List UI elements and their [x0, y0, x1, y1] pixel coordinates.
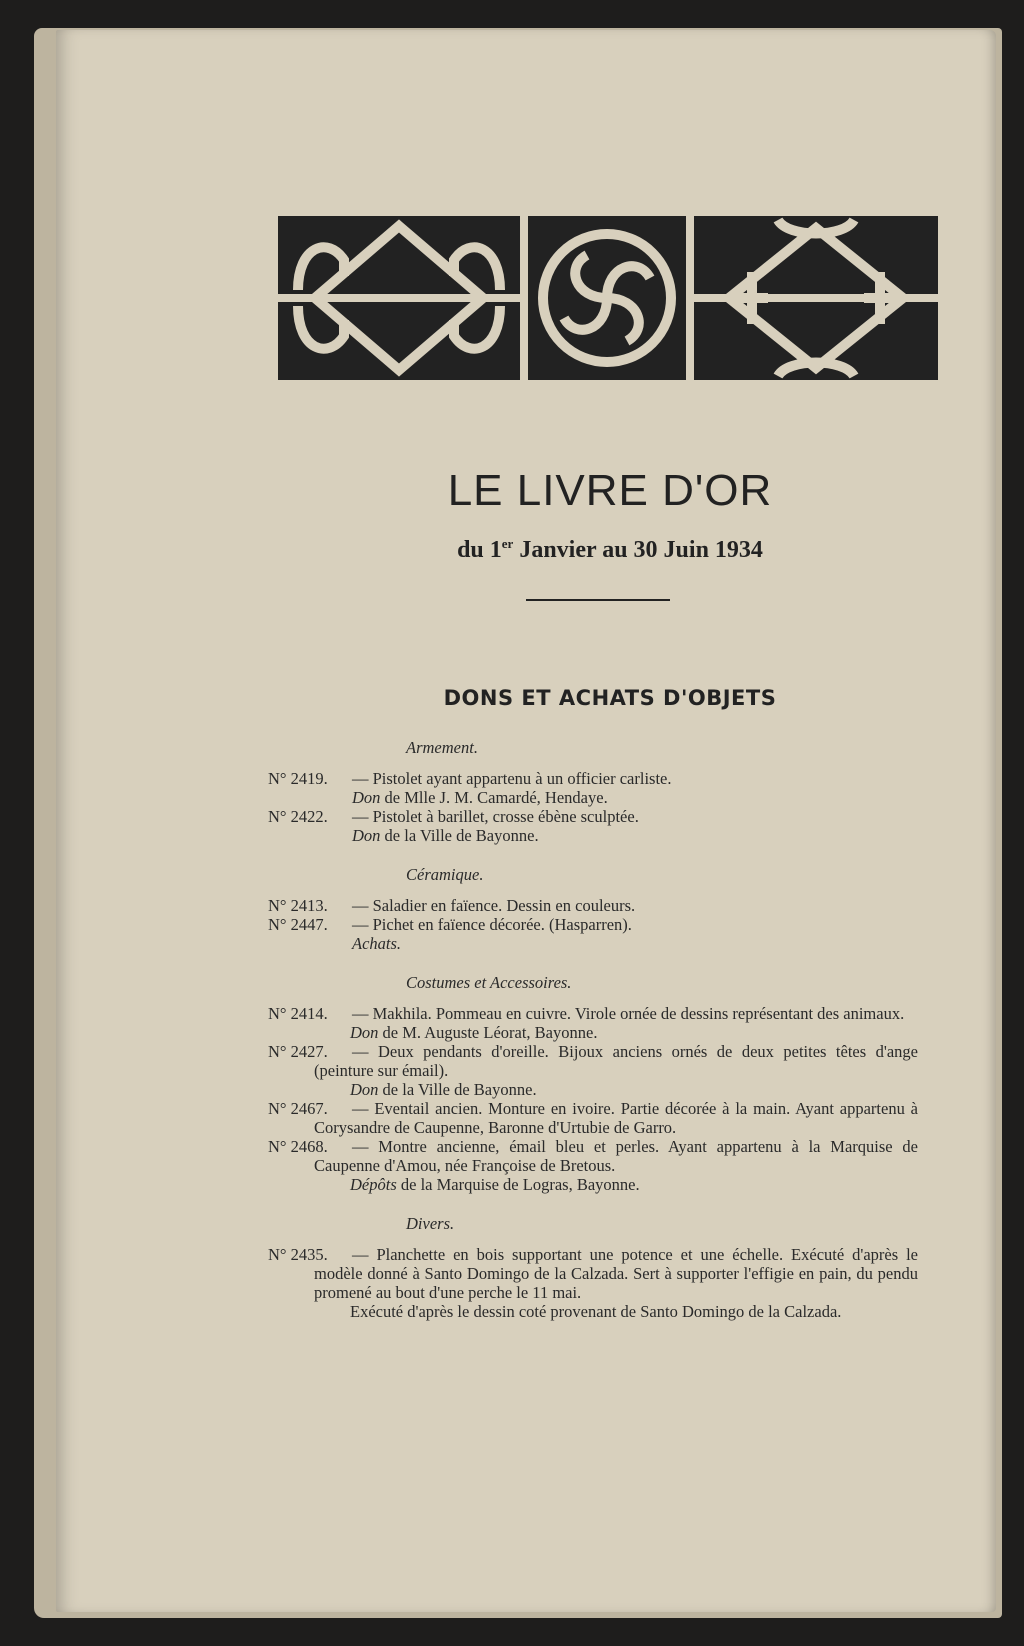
subtitle-prefix: du 1: [457, 537, 502, 563]
catalogue-entry: [268, 915, 918, 953]
entry-donor: [268, 788, 918, 807]
category-label: Armement.: [406, 738, 478, 757]
donor-rest: de la Ville de Bayonne.: [380, 826, 539, 845]
entry-number: N° 2413.: [268, 896, 328, 915]
entry-donor: [268, 1175, 918, 1194]
entry-text: — Planchette en bois supportant une potence et une échelle. Exécuté d'après le modèle donné à Santo Domingo de la Calzada. Sert à supporter l'effigie en pain, du pendu promené au bout d'une perche le 11 mai.: [314, 1245, 918, 1302]
donor-word: Achats.: [352, 934, 402, 953]
entry-text: — Montre ancienne, émail bleu et perles. Ayant appartenu à la Marquise de Caupenne d'Amou, née Françoise de Bretous.: [314, 1137, 918, 1175]
entry-text: — Eventail ancien. Monture en ivoire. Partie décorée à la main. Ayant appartenu à Corysandre de Caupenne, Baronne d'Urtubie de Garro.: [314, 1099, 918, 1137]
entry-donor: [268, 826, 918, 845]
entry-donor: [268, 1023, 918, 1042]
entry-text: — Pichet en faïence décorée. (Hasparren).: [352, 915, 632, 934]
entry-number: N° 2414.: [268, 1004, 328, 1023]
donor-word: Don: [350, 1080, 379, 1099]
entry-number: N° 2468.: [268, 1137, 328, 1156]
entry-text: — Makhila. Pommeau en cuivre. Virole ornée de dessins représentant des animaux.: [352, 1004, 905, 1023]
category-label: Costumes et Accessoires.: [406, 973, 572, 992]
entry-number: N° 2435.: [268, 1245, 328, 1264]
left-mid-bar: [278, 294, 520, 302]
catalogue-entry: [268, 896, 918, 915]
donor-word: Don: [350, 1023, 379, 1042]
entry-number: N° 2422.: [268, 807, 328, 826]
entry-donor: [268, 1302, 918, 1321]
section-title: DONS ET ACHATS D'OBJETS: [443, 686, 777, 710]
category-label: Céramique.: [406, 865, 484, 884]
donor-rest: de Mlle J. M. Camardé, Hendaye.: [380, 788, 608, 807]
donor-rest: de la Marquise de Logras, Bayonne.: [396, 1175, 640, 1194]
catalogue-entry: [268, 1137, 918, 1194]
entry-text: — Pistolet ayant appartenu à un officier carliste.: [352, 769, 672, 788]
entry-text: — Deux pendants d'oreille. Bijoux anciens ornés de deux petites têtes d'ange (peinture sur émail).: [314, 1042, 918, 1080]
donor-rest: Exécuté d'après le dessin coté provenant de Santo Domingo de la Calzada.: [350, 1302, 842, 1321]
subtitle-sup: er: [501, 536, 514, 551]
title-rule: [526, 599, 670, 601]
donor-rest: de M. Auguste Léorat, Bayonne.: [378, 1023, 598, 1042]
donor-rest: de la Ville de Bayonne.: [378, 1080, 537, 1099]
catalogue-entry: [268, 1099, 918, 1137]
entry-text: — Pistolet à barillet, crosse ébène sculptée.: [352, 807, 639, 826]
subtitle-rest: Janvier au 30 Juin 1934: [513, 537, 763, 563]
entry-donor: [268, 934, 918, 953]
donor-word: Dépôts: [350, 1175, 397, 1194]
entry-number: N° 2467.: [268, 1099, 328, 1118]
donor-word: Don: [352, 788, 381, 807]
page-title: LE LIVRE D'OR: [447, 466, 773, 515]
entry-number: N° 2419.: [268, 769, 328, 788]
catalogue-entry: [268, 769, 918, 807]
catalogue-entry: [268, 1245, 918, 1321]
basque-ornament-banner: [278, 216, 938, 384]
catalogue-list: [268, 736, 918, 1321]
entry-donor: [268, 1080, 918, 1099]
entry-number: N° 2427.: [268, 1042, 328, 1061]
entry-text: — Saladier en faïence. Dessin en couleurs.: [352, 896, 636, 915]
catalogue-entry: [268, 1042, 918, 1099]
catalogue-entry: [268, 807, 918, 845]
right-mid-bar: [694, 294, 938, 302]
page-subtitle: [300, 536, 920, 564]
category-label: Divers.: [406, 1214, 455, 1233]
catalogue-entry: [268, 1004, 918, 1042]
entry-number: N° 2447.: [268, 915, 328, 934]
donor-word: Don: [352, 826, 381, 845]
